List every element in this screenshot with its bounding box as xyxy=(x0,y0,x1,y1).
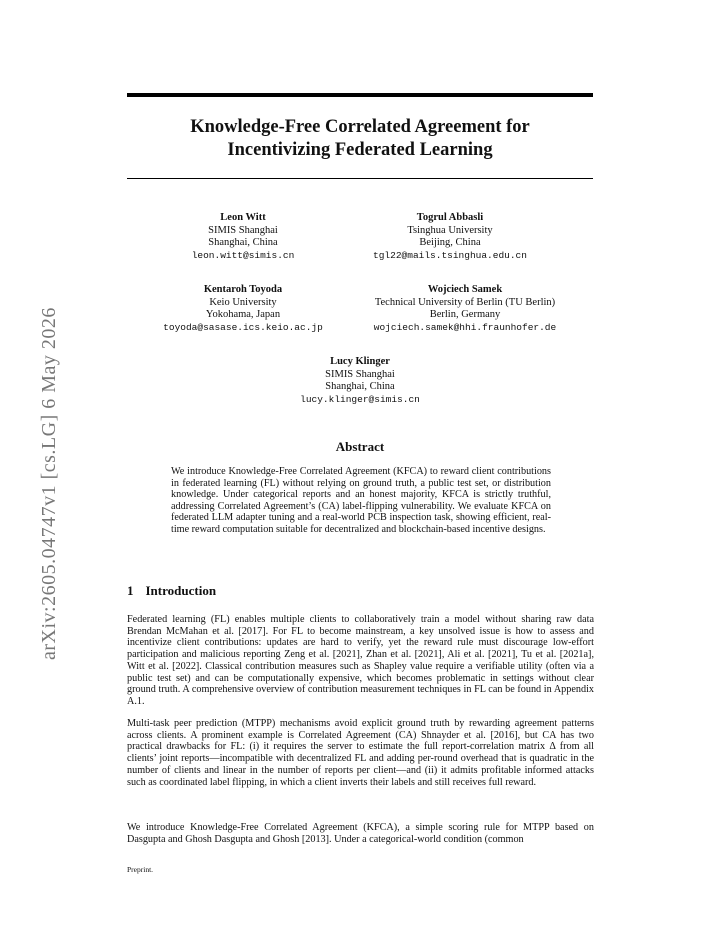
section-number: 1 xyxy=(127,583,134,598)
author-name: Lucy Klinger xyxy=(330,356,390,367)
body-paragraph: Multi-task peer prediction (MTPP) mechanisms avoid explicit ground truth by rewarding agreement patterns across clients. A prominent example is Correlated Agreement (CA) Shnayder et al. [2016], but CA has two practical drawbacks for FL: (i) it requires the server to estimate the full report-correlation matrix Δ from all clients’ joint reports—incompatible with decentralized FL and adding per-round overhead that is quadratic in the number of clients and linear in the number of reports per client—and (ii) it admits profitable informed attacks such as coordinated label flipping, in which a client inverts their labels and still receives full reward. xyxy=(127,718,594,788)
author-location: Beijing, China xyxy=(419,237,481,248)
author-block xyxy=(148,284,338,334)
author-affiliation: SIMIS Shanghai xyxy=(208,224,278,236)
author-affiliation: Tsinghua University xyxy=(407,224,493,236)
author-affiliation: Keio University xyxy=(209,296,277,308)
section-heading xyxy=(127,583,216,599)
title-bottom-rule xyxy=(127,178,593,179)
author-name: Leon Witt xyxy=(220,212,266,223)
author-block xyxy=(350,212,550,262)
paper-title xyxy=(127,116,593,162)
author-block xyxy=(163,212,323,262)
title-line-1: Knowledge-Free Correlated Agreement for xyxy=(190,117,530,137)
author-block xyxy=(355,284,575,334)
author-email: tgl22@mails.tsinghua.edu.cn xyxy=(373,249,527,261)
author-name: Wojciech Samek xyxy=(427,284,503,295)
author-location: Berlin, Germany xyxy=(429,309,501,320)
author-block xyxy=(270,356,450,406)
title-line-2: Incentivizing Federated Learning xyxy=(227,140,493,160)
author-email: toyoda@sasase.ics.keio.ac.jp xyxy=(163,321,323,333)
author-name: Togrul Abbasli xyxy=(416,212,484,223)
title-top-rule xyxy=(127,93,593,97)
author-location: Yokohama, Japan xyxy=(205,309,281,320)
section-title: Introduction xyxy=(145,583,217,598)
body-paragraph: We introduce Knowledge-Free Correlated Agreement (KFCA), a simple scoring rule for MTPP based on Dasgupta and Ghosh Dasgupta and Ghosh [2013]. Under a categorical-world condition (common xyxy=(127,822,594,845)
author-affiliation: SIMIS Shanghai xyxy=(325,368,395,380)
body-paragraph: Federated learning (FL) enables multiple clients to collaboratively train a model without sharing raw data Brendan McMahan et al. [2017]. For FL to become mainstream, a key unsolved issue is how to assess and incentivize client contributions: updates are hard to verify, yet the reward rule must discourage low-effort participation and malicious reporting Zeng et al. [2021], Zhan et al. [2021], Ali et al. [2021], Tu et al. [2021a], Witt et al. [2022]. Classical contribution measures such as Shapley value require a verifiable utility (often via a public test set) and can be computationally expensive, which becomes problematic in settings without clear ground truth. A comprehensive overview of contribution measurement techniques in FL can be found in Appendix A.1. xyxy=(127,614,594,707)
footer-note: Preprint. xyxy=(127,865,154,874)
author-email: leon.witt@simis.cn xyxy=(191,249,295,261)
author-location: Shanghai, China xyxy=(208,237,278,248)
abstract-text: We introduce Knowledge-Free Correlated Agreement (KFCA) to reward client contributions in federated learning (FL) without relying on ground truth, a public test set, or distribution knowledge. Under categorical reports and an honest majority, KFCA is strictly truthful, addressing Correlated Agreement’s (CA) label-flipping vulnerability. We evaluate KFCA on federated LLM adapter tuning and a real-world PCB inspection task, showing efficient, real-time reward computation suitable for decentralized and blockchain-based incentive designs. xyxy=(171,466,551,535)
author-affiliation: Technical University of Berlin (TU Berlin) xyxy=(374,296,556,308)
author-name: Kentaroh Toyoda xyxy=(203,284,283,295)
author-location: Shanghai, China xyxy=(325,381,395,392)
author-email: lucy.klinger@simis.cn xyxy=(300,393,420,405)
abstract-heading: Abstract xyxy=(335,439,385,454)
arxiv-identifier-stamp: arXiv:2605.04747v1 [cs.LG] 6 May 2026 xyxy=(38,307,60,660)
author-email: wojciech.samek@hhi.fraunhofer.de xyxy=(373,321,557,333)
